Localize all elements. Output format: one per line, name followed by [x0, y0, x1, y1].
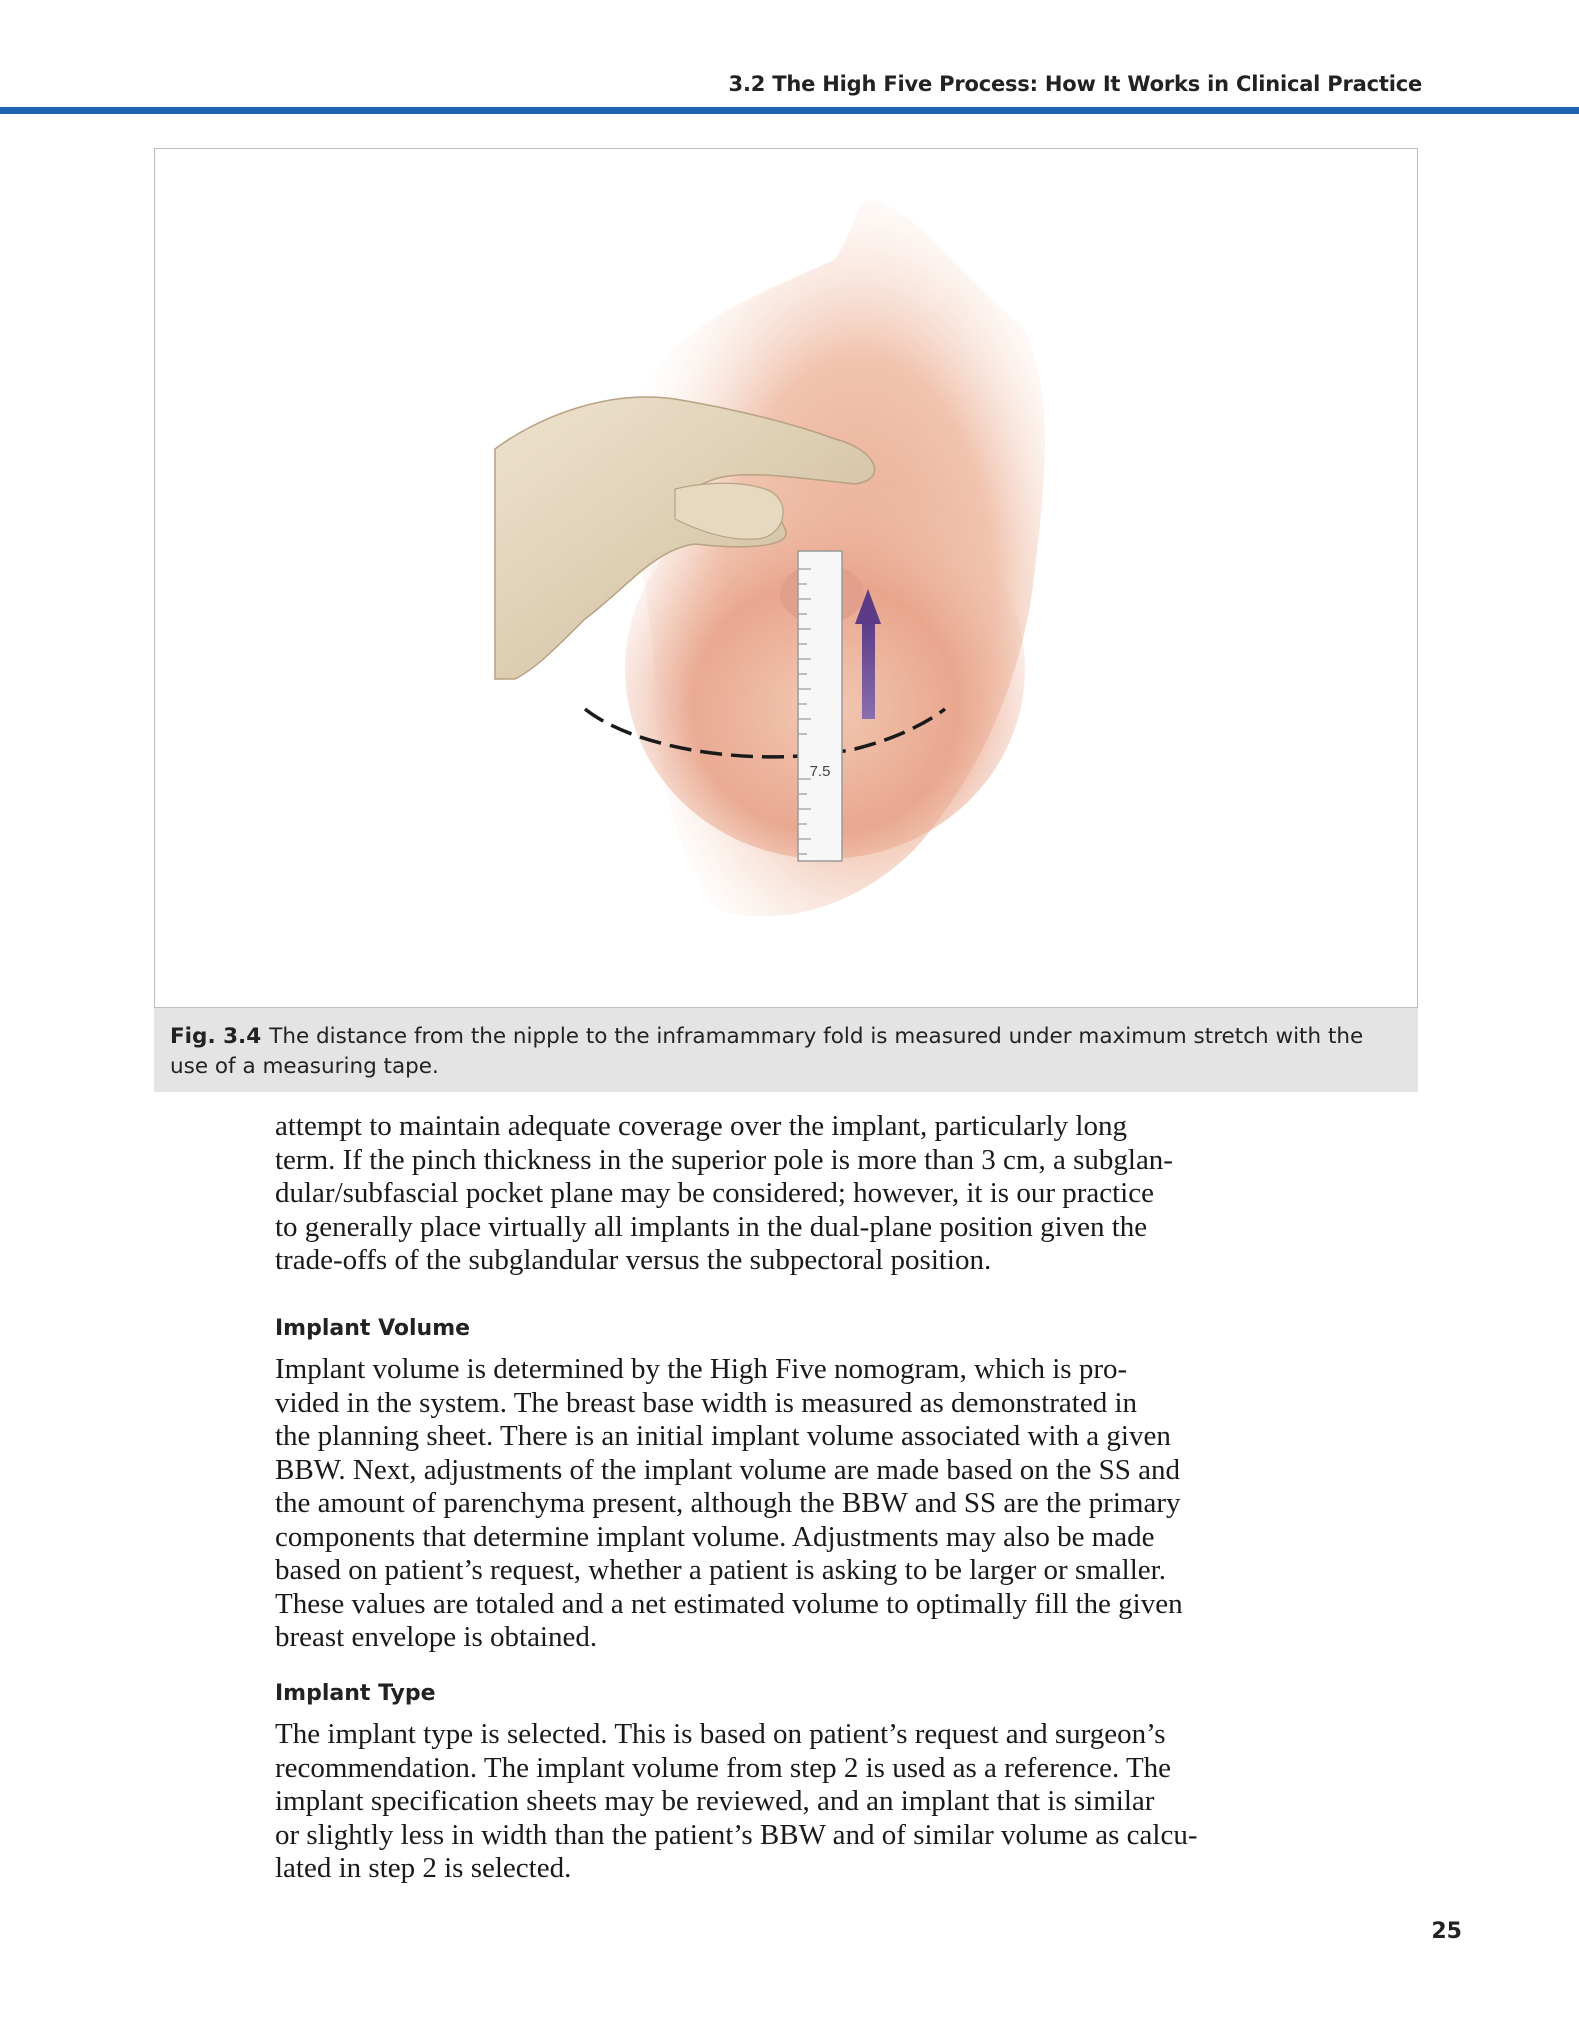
- caption-line-1: The distance from the nipple to the inframammary fold is measured under maximum stretch with the: [269, 1024, 1364, 1049]
- caption-line-2: use of a measuring tape.: [170, 1054, 439, 1079]
- text-line: or slightly less in width than the patient’s BBW and of similar volume as calcu-: [275, 1818, 1198, 1851]
- text-line: based on patient’s request, whether a patient is asking to be larger or smaller.: [275, 1554, 1166, 1586]
- figure-caption: [154, 1008, 1418, 1092]
- heading-implant-volume: Implant Volume: [275, 1316, 471, 1341]
- text-line: components that determine implant volume. Adjustments may also be made: [275, 1520, 1155, 1553]
- text-line: the planning sheet. There is an initial implant volume associated with a given: [275, 1420, 1171, 1452]
- paragraph-dual-plane: [275, 1110, 1305, 1278]
- paragraph-implant-volume: [275, 1353, 1305, 1655]
- text-line: term. If the pinch thickness in the superior pole is more than 3 cm, a subglan-: [275, 1143, 1173, 1176]
- running-header: [0, 64, 1579, 104]
- breast-measurement-illustration: [155, 149, 1417, 1007]
- figure-label: Fig. 3.4: [170, 1024, 262, 1049]
- heading-implant-type: Implant Type: [275, 1681, 436, 1706]
- text-line: recommendation. The implant volume from step 2 is used as a reference. The: [275, 1751, 1172, 1784]
- paragraph-implant-type: [275, 1718, 1305, 1886]
- text-line: the amount of parenchyma present, although the BBW and SS are the primary: [275, 1487, 1181, 1519]
- header-rule: [0, 107, 1579, 114]
- running-title: 3.2 The High Five Process: How It Works in Clinical Practice: [728, 72, 1422, 96]
- text-line: BBW. Next, adjustments of the implant volume are made based on the SS and: [275, 1453, 1181, 1486]
- page-number: 25: [1431, 1919, 1462, 1944]
- text-line: breast envelope is obtained.: [275, 1621, 598, 1653]
- text-line: to generally place virtually all implants in the dual-plane position given the: [275, 1210, 1148, 1243]
- text-line: The implant type is selected. This is based on patient’s request and surgeon’s: [275, 1718, 1166, 1750]
- text-line: attempt to maintain adequate coverage over the implant, particularly long: [275, 1110, 1127, 1142]
- text-line: trade-offs of the subglandular versus the subpectoral position.: [275, 1244, 992, 1276]
- text-line: implant specification sheets may be reviewed, and an implant that is similar: [275, 1785, 1155, 1817]
- measuring-tape: [798, 551, 842, 861]
- text-line: lated in step 2 is selected.: [275, 1852, 572, 1884]
- figure-3-4: [154, 148, 1418, 1008]
- text-line: Implant volume is determined by the High Five nomogram, which is pro-: [275, 1353, 1128, 1385]
- text-line: These values are totaled and a net estimated volume to optimally fill the given: [275, 1587, 1183, 1620]
- tape-reading: 7.5: [809, 763, 831, 780]
- text-line: dular/subfascial pocket plane may be considered; however, it is our practice: [275, 1177, 1154, 1209]
- text-line: vided in the system. The breast base width is measured as demonstrated in: [275, 1386, 1138, 1419]
